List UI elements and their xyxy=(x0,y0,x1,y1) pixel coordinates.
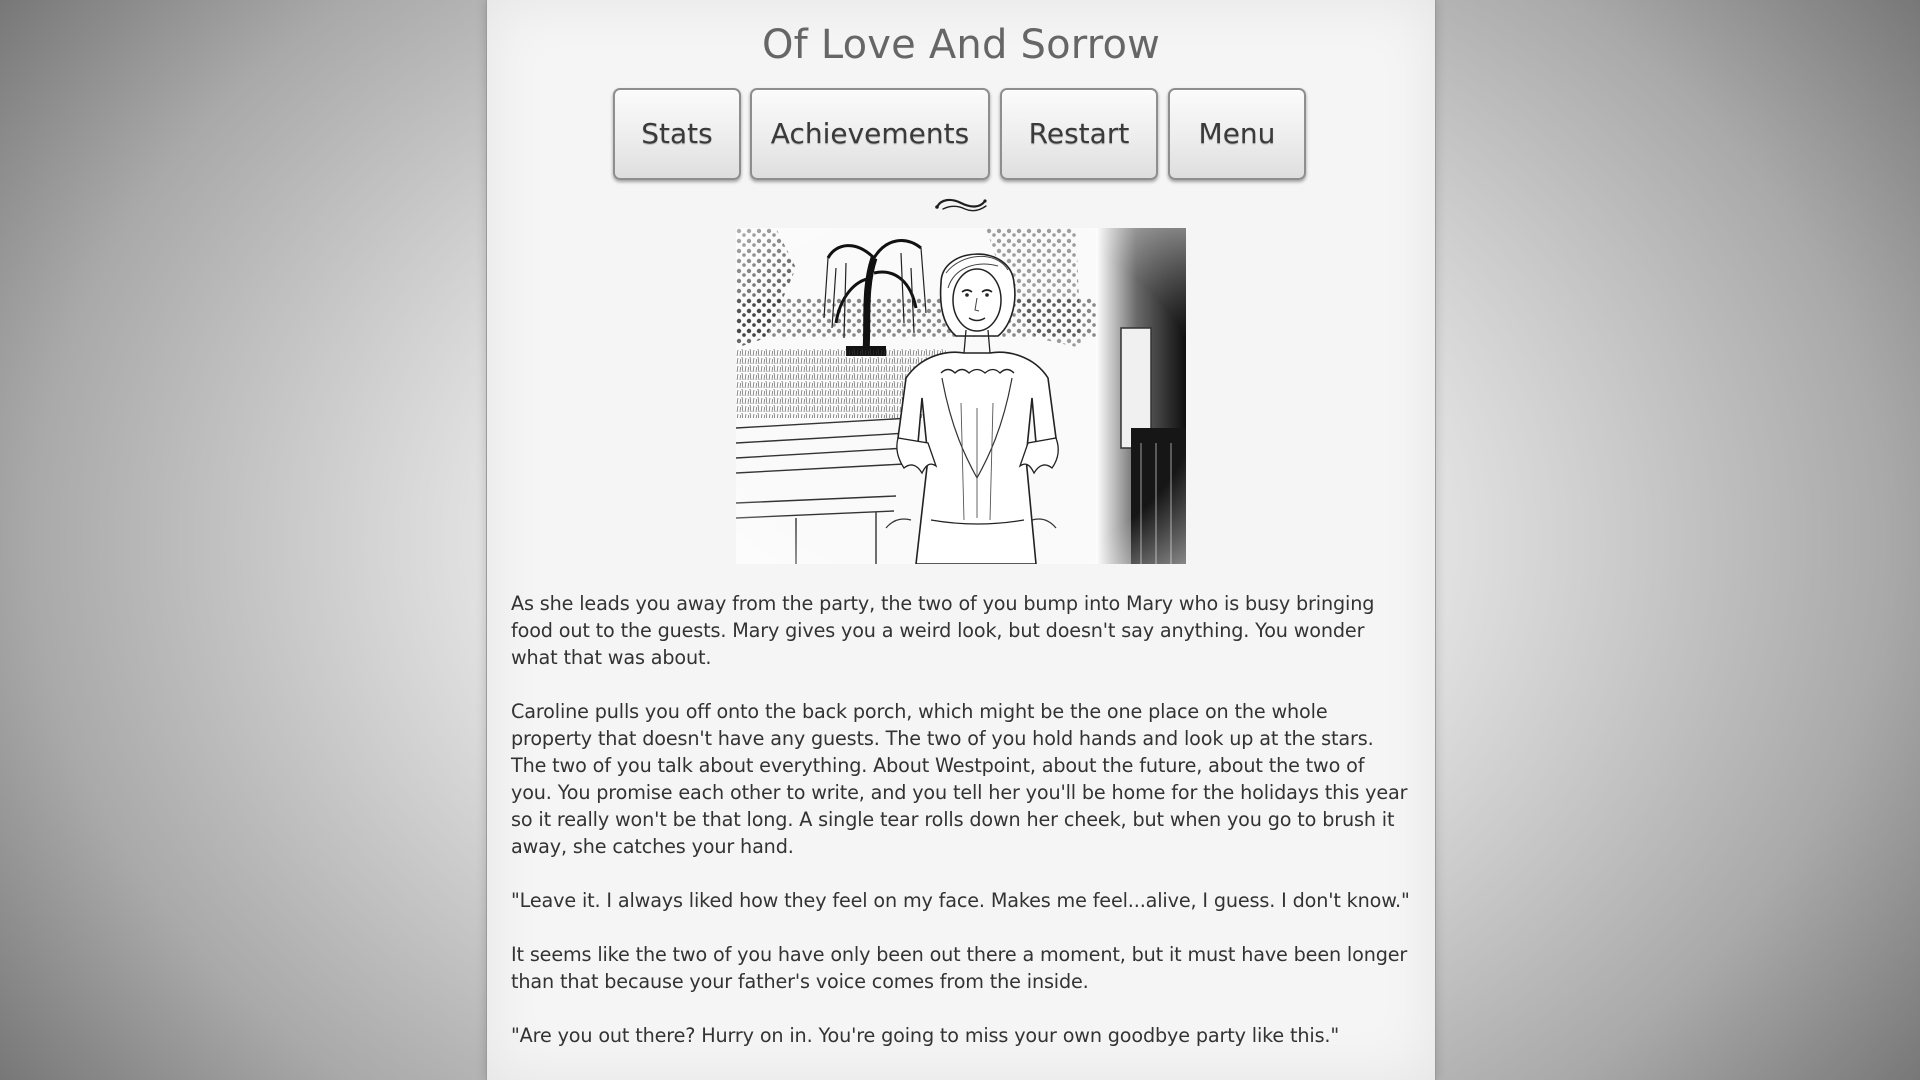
story-paragraph: "Are you out there? Hurry on in. You're going to miss your own goodbye party like this." xyxy=(511,1024,1340,1047)
story-illustration xyxy=(736,228,1186,564)
achievements-button[interactable]: Achievements xyxy=(750,88,990,180)
story-paragraph: "Leave it. I always liked how they feel on my face. Makes me feel...alive, I guess. I don't know." xyxy=(511,889,1410,912)
stats-button[interactable]: Stats xyxy=(613,88,741,180)
story-paragraph: It seems like the two of you have only been out there a moment, but it must have been longer than that because your father's voice comes from the inside. xyxy=(511,943,1408,993)
game-title: Of Love And Sorrow xyxy=(761,22,1161,68)
restart-button[interactable]: Restart xyxy=(1000,88,1158,180)
menu-button[interactable]: Menu xyxy=(1168,88,1306,180)
game-page xyxy=(486,0,1436,1080)
story-paragraph: As she leads you away from the party, the two of you bump into Mary who is busy bringing food out to the guests. Mary gives you a weird look, but doesn't say anything. You wonder what that was about. xyxy=(511,592,1375,669)
story-text xyxy=(511,590,1411,1076)
flourish-icon xyxy=(931,192,991,216)
story-paragraph: Caroline pulls you off onto the back porch, which might be the one place on the whole property that doesn't have any guests. The two of you hold hands and look up at the stars. The two of you talk about everything. About Westpoint, about the future, about the two of you. You promise each other to write, and you tell her you'll be home for the holidays this year so it really won't be that long. A single tear rolls down her cheek, but when you go to brush it away, she catches your hand. xyxy=(511,700,1408,858)
